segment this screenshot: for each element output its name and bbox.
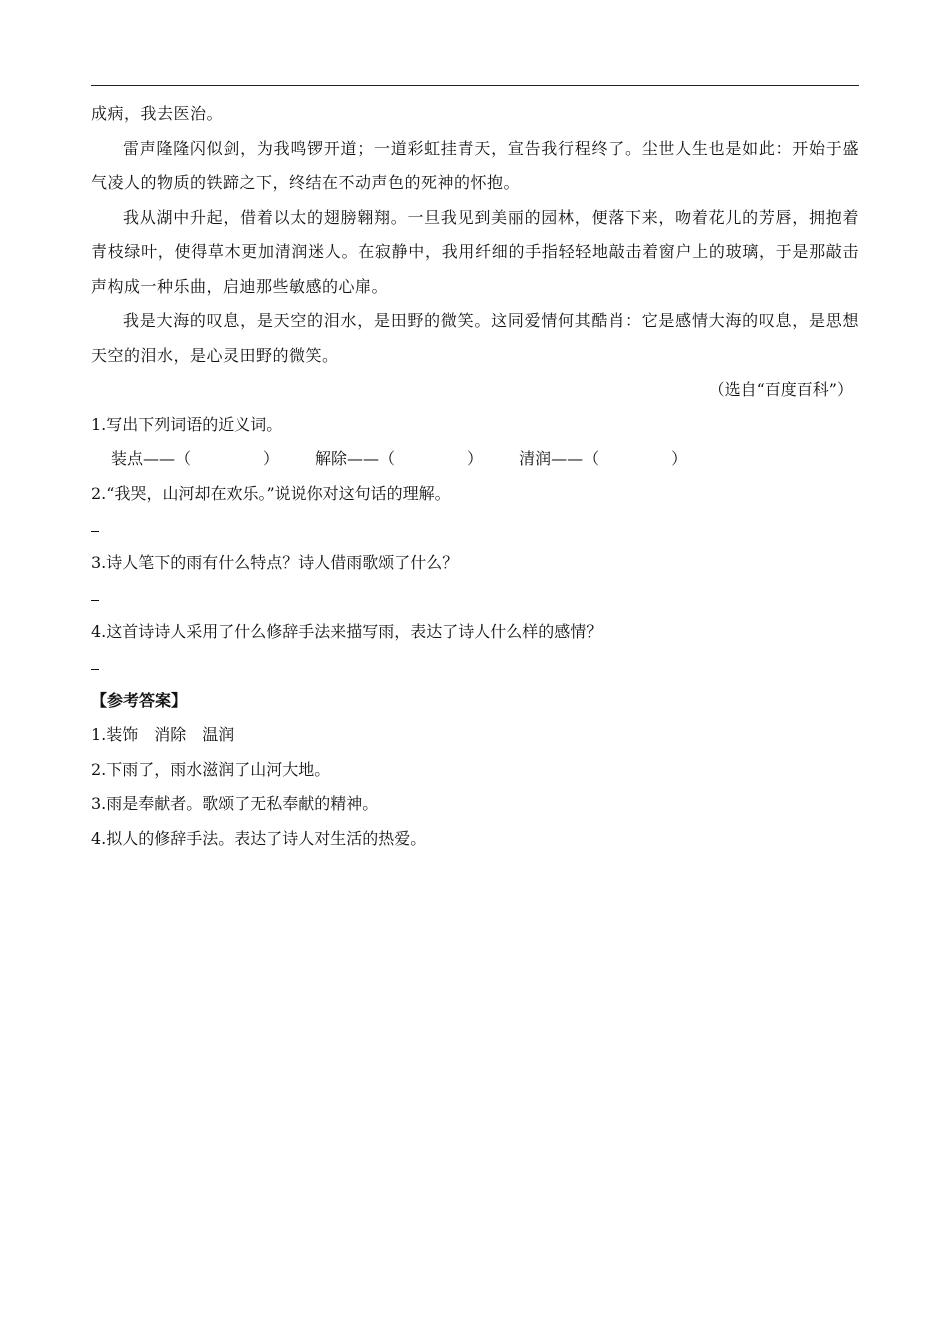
question-3: 3.诗人笔下的雨有什么特点？诗人借雨歌颂了什么？	[91, 552, 459, 572]
passage-paragraph-0: 成病，我去医治。	[91, 104, 224, 123]
question-2: 2.“我哭，山河却在欢乐。”说说你对这句话的理解。	[91, 483, 451, 503]
synonym-close-2: ）	[467, 449, 484, 468]
synonym-blanks	[91, 442, 859, 477]
answer-line-4[interactable]	[91, 649, 859, 684]
answer-line-2[interactable]	[91, 511, 859, 546]
question-4: 4.这首诗诗人采用了什么修辞手法来描写雨，表达了诗人什么样的感情？	[91, 621, 603, 641]
passage-source: （选自“百度百科”）	[708, 380, 853, 399]
synonym-item-1	[111, 442, 279, 477]
header-rule	[91, 85, 859, 86]
passage-paragraph-1: 雷声隆隆闪似剑，为我鸣锣开道；一道彩虹挂青天，宣告我行程终了。尘世人生也是如此：开始于盛气凌人的物质的铁蹄之下，终结在不动声色的死神的怀抱。	[91, 138, 859, 192]
synonym-word-2: 解除——（	[315, 449, 396, 468]
document-content	[91, 97, 859, 856]
answer-2: 2.下雨了，雨水滋润了山河大地。	[91, 759, 331, 779]
answer-3: 3.雨是奉献者。歌颂了无私奉献的精神。	[91, 794, 379, 813]
answer-line-3[interactable]	[91, 580, 859, 615]
answer-mark-2	[91, 531, 99, 532]
answers-heading: 【参考答案】	[91, 690, 188, 710]
answer-4: 4.拟人的修辞手法。表达了诗人对生活的热爱。	[91, 828, 427, 848]
synonym-word-1: 装点——（	[111, 449, 192, 468]
answer-mark-4	[91, 669, 99, 670]
passage-paragraph-3: 我是大海的叹息，是天空的泪水，是田野的微笑。这同爱情何其酷肖：它是感情大海的叹息，是思想天空的泪水，是心灵田野的微笑。	[91, 311, 859, 365]
synonym-close-1: ）	[263, 449, 280, 468]
answer-mark-3	[91, 600, 99, 601]
synonym-close-3: ）	[671, 449, 688, 468]
synonym-word-3: 清润——（	[519, 449, 600, 468]
passage-paragraph-2: 我从湖中升起，借着以太的翅膀翱翔。一旦我见到美丽的园林，便落下来，吻着花儿的芳唇，拥抱着青枝绿叶，使得草木更加清润迷人。在寂静中，我用纤细的手指轻轻地敲击着窗户上的玻璃，于是那敲击声构成一种乐曲，启迪那些敏感的心扉。	[91, 207, 859, 296]
synonym-item-3	[519, 442, 687, 477]
question-1: 1.写出下列词语的近义词。	[91, 414, 283, 434]
answer-1: 1.装饰 消除 温润	[91, 725, 235, 744]
synonym-item-2	[315, 442, 483, 477]
